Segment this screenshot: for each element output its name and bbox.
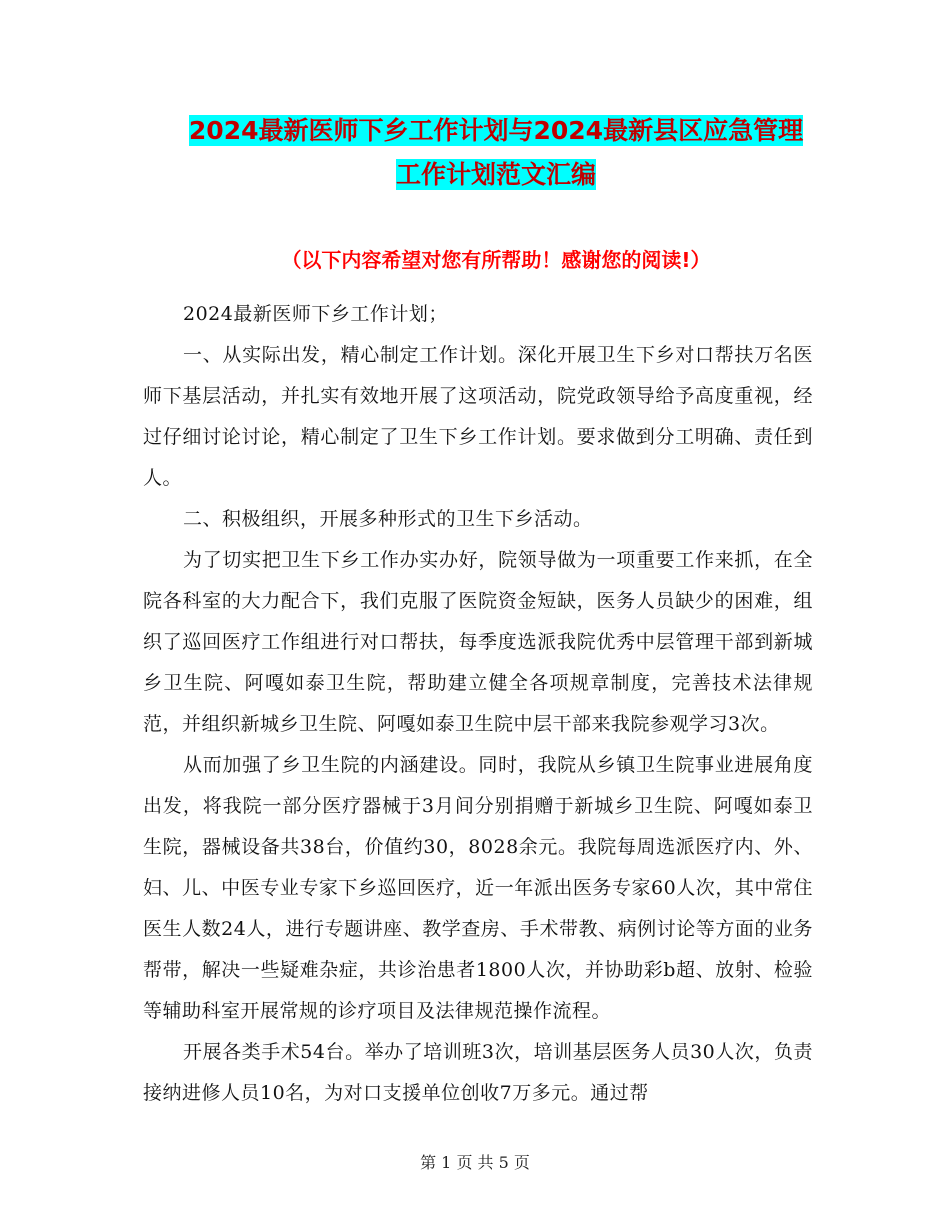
paragraph-5: 从而加强了乡卫生院的内涵建设。同时，我院从乡镇卫生院事业进展角度出发，将我院一部分医疗器械于3月间分别捐赠于新城乡卫生院、阿嘎如泰卫生院，器械设备共38台，价值约30，8028余元。我院每周选派医疗内、外、妇、儿、中医专业专家下乡巡回医疗，近一年派出医务专家60人次，其中常住医生人数24人，进行专题讲座、教学查房、手术带教、病例讨论等方面的业务帮带，解决一些疑难杂症，共诊治患者1800人次，并协助彩b超、放射、检验等辅助科室开展常规的诊疗项目及法律规范操作流程。 bbox=[143, 754, 813, 1022]
paragraph-3: 二、积极组织，开展多种形式的卫生下乡活动。 bbox=[183, 508, 593, 530]
paragraph-1: 2024最新医师下乡工作计划； bbox=[183, 303, 448, 325]
document-subtitle: （以下内容希望对您有所帮助！感谢您的阅读!） bbox=[281, 248, 711, 272]
page-footer: 第 1 页 共 5 页 bbox=[420, 1153, 530, 1172]
paragraph-2: 一、从实际出发，精心制定工作计划。深化开展卫生下乡对口帮扶万名医师下基层活动，并扎实有效地开展了这项活动，院党政领导给予高度重视，经过仔细讨论讨论，精心制定了卫生下乡工作计划。要求做到分工明确、责任到人。 bbox=[143, 344, 813, 489]
paragraph-4: 为了切实把卫生下乡工作办实办好，院领导做为一项重要工作来抓，在全院各科室的大力配合下，我们克服了医院资金短缺，医务人员缺少的困难，组织了巡回医疗工作组进行对口帮扶，每季度选派我院优秀中层管理干部到新城乡卫生院、阿嘎如泰卫生院，帮助建立健全各项规章制度，完善技术法律规范，并组织新城乡卫生院、阿嘎如泰卫生院中层干部来我院参观学习3次。 bbox=[143, 549, 813, 735]
document-body bbox=[143, 294, 813, 1114]
title-highlight-2: 工作计划范文汇编 bbox=[395, 160, 596, 189]
paragraph-6: 开展各类手术54台。举办了培训班3次，培训基层医务人员30人次，负责接纳进修人员10名，为对口支援单位创收7万多元。通过帮 bbox=[143, 1041, 813, 1104]
document-title-line-1 bbox=[140, 114, 852, 148]
title-highlight-1: 2024最新医师下乡工作计划与2024最新县区应急管理 bbox=[188, 116, 804, 145]
document-title-line-2 bbox=[140, 158, 852, 192]
